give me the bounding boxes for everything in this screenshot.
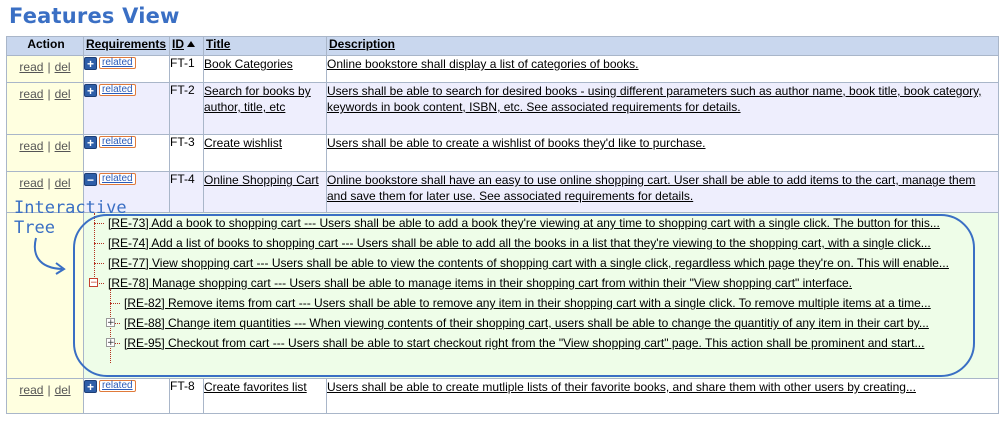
collapse-minus-icon[interactable]: − bbox=[84, 173, 97, 186]
title-link[interactable]: Create favorites list bbox=[204, 380, 307, 394]
related-requirements-tree bbox=[84, 213, 998, 377]
expand-plus-icon[interactable]: + bbox=[84, 136, 97, 149]
sort-link-id[interactable]: ID bbox=[172, 37, 184, 51]
column-header-title[interactable] bbox=[204, 37, 327, 56]
related-label[interactable]: related bbox=[99, 173, 136, 185]
annotation-line: Tree bbox=[14, 218, 55, 238]
tree-node bbox=[108, 274, 998, 294]
action-cell bbox=[7, 379, 84, 414]
tree-node-link[interactable]: [RE-82] Remove items from cart --- Users shall be able to remove any item in their shopping cart with a single click. To remove multiple items at a time... bbox=[124, 296, 931, 310]
description-link[interactable]: Online bookstore shall have an easy to use online shopping cart. User shall be able to add items to the cart, manage them and save them for later use. See associated requirements for details. bbox=[327, 173, 976, 203]
sort-ascending-icon bbox=[187, 41, 195, 47]
tree-node bbox=[108, 214, 998, 234]
related-toggle[interactable] bbox=[84, 135, 136, 149]
description-cell bbox=[327, 379, 999, 414]
title-cell bbox=[204, 172, 327, 213]
read-link[interactable]: read bbox=[19, 383, 44, 397]
tree-node bbox=[108, 234, 998, 254]
tree-connector-line bbox=[94, 243, 104, 244]
table-row bbox=[7, 56, 999, 83]
title-cell bbox=[204, 56, 327, 83]
title-cell bbox=[204, 83, 327, 135]
description-cell bbox=[327, 83, 999, 135]
description-link[interactable]: Users shall be able to search for desired books - using different parameters such as author name, book title, book category, keywords in book content, ISBN, etc. See associated requirements for details. bbox=[327, 84, 982, 114]
annotation-line: Interactive bbox=[14, 198, 127, 218]
action-cell bbox=[7, 135, 84, 172]
related-label[interactable]: related bbox=[99, 136, 136, 148]
tree-node-link[interactable]: [RE-77] View shopping cart --- Users shall be able to view the contents of shopping cart with a single click, regardless which page they're on. This will enable... bbox=[108, 256, 949, 270]
tree-node bbox=[108, 254, 998, 274]
expand-node-icon[interactable]: + bbox=[107, 318, 115, 328]
delete-link[interactable]: del bbox=[54, 87, 71, 101]
description-cell bbox=[327, 172, 999, 213]
table-row bbox=[7, 83, 999, 135]
collapse-node-icon[interactable]: − bbox=[90, 278, 98, 288]
tree-node-link[interactable]: [RE-74] Add a list of books to shopping cart --- Users shall be able to add all the books in a list that they're viewing to the shopping cart, with a single click... bbox=[108, 236, 931, 250]
table-row bbox=[7, 135, 999, 172]
related-requirements-tree-cell bbox=[84, 213, 999, 379]
action-separator: | bbox=[47, 139, 51, 153]
action-separator: | bbox=[47, 60, 51, 74]
related-toggle[interactable] bbox=[84, 379, 136, 393]
delete-link[interactable]: del bbox=[54, 176, 71, 190]
expand-plus-icon[interactable]: + bbox=[84, 380, 97, 393]
related-label[interactable]: related bbox=[99, 57, 136, 69]
features-table bbox=[6, 36, 999, 414]
tree-node bbox=[124, 334, 998, 354]
id-cell: FT-2 bbox=[170, 83, 204, 135]
tree-node-link[interactable]: [RE-88] Change item quantities --- When viewing contents of their shopping cart, users shall be able to change the quantitiy of any item in their cart by... bbox=[124, 316, 929, 330]
id-cell: FT-4 bbox=[170, 172, 204, 213]
tree-node-link[interactable]: [RE-73] Add a book to shopping cart --- Users shall be able to add a book they're viewing at any time to shopping cart with a single click. The button for this... bbox=[108, 216, 940, 230]
annotation-label bbox=[14, 198, 127, 238]
requirements-cell bbox=[84, 135, 170, 172]
action-separator: | bbox=[47, 176, 51, 190]
id-cell: FT-8 bbox=[170, 379, 204, 414]
title-cell bbox=[204, 379, 327, 414]
annotation-arrow-icon bbox=[28, 236, 72, 276]
title-link[interactable]: Create wishlist bbox=[204, 136, 283, 150]
action-separator: | bbox=[47, 87, 51, 101]
description-cell bbox=[327, 135, 999, 172]
delete-link[interactable]: del bbox=[54, 60, 71, 74]
action-separator: | bbox=[47, 383, 51, 397]
page-title: Features View bbox=[9, 4, 180, 28]
title-link[interactable]: Search for books by author, title, etc bbox=[204, 84, 311, 114]
tree-node bbox=[124, 294, 998, 314]
related-tree-row bbox=[7, 213, 999, 379]
sort-link-description[interactable]: Description bbox=[329, 37, 396, 51]
expand-plus-icon[interactable]: + bbox=[84, 84, 97, 97]
related-label[interactable]: related bbox=[99, 380, 136, 392]
description-cell bbox=[327, 56, 999, 83]
related-toggle[interactable] bbox=[84, 172, 136, 186]
sort-link-requirements[interactable]: Requirements bbox=[86, 37, 167, 51]
read-link[interactable]: read bbox=[19, 87, 44, 101]
action-cell bbox=[7, 56, 84, 83]
requirements-cell bbox=[84, 379, 170, 414]
tree-connector-line bbox=[110, 303, 120, 304]
id-cell: FT-3 bbox=[170, 135, 204, 172]
column-header-action: Action bbox=[7, 37, 84, 56]
column-header-id[interactable] bbox=[170, 37, 204, 56]
expand-node-icon[interactable]: + bbox=[107, 338, 115, 348]
description-link[interactable]: Online bookstore shall display a list of categories of books. bbox=[327, 57, 639, 71]
table-row bbox=[7, 379, 999, 414]
tree-connector-line bbox=[94, 263, 104, 264]
requirements-cell bbox=[84, 83, 170, 135]
related-toggle[interactable] bbox=[84, 56, 136, 70]
expand-plus-icon[interactable]: + bbox=[84, 57, 97, 70]
title-link[interactable]: Online Shopping Cart bbox=[204, 173, 319, 187]
title-cell bbox=[204, 135, 327, 172]
column-header-description[interactable] bbox=[327, 37, 999, 56]
table-header-row bbox=[7, 37, 999, 56]
description-link[interactable]: Users shall be able to create mutliple lists of their favorite books, and share them with other users by creating... bbox=[327, 380, 916, 394]
title-link[interactable]: Book Categories bbox=[204, 57, 293, 71]
id-cell: FT-1 bbox=[170, 56, 204, 83]
read-link[interactable]: read bbox=[19, 60, 44, 74]
tree-node bbox=[124, 314, 998, 334]
description-link[interactable]: Users shall be able to create a wishlist of books they'd like to purchase. bbox=[327, 136, 706, 150]
delete-link[interactable]: del bbox=[54, 139, 71, 153]
sort-link-title[interactable]: Title bbox=[206, 37, 231, 51]
requirements-cell bbox=[84, 56, 170, 83]
table-row bbox=[7, 172, 999, 213]
column-header-requirements[interactable] bbox=[84, 37, 170, 56]
read-link[interactable]: read bbox=[19, 176, 44, 190]
related-toggle[interactable] bbox=[84, 83, 136, 97]
action-cell bbox=[7, 83, 84, 135]
related-label[interactable]: related bbox=[99, 84, 136, 96]
tree-node-link[interactable]: [RE-78] Manage shopping cart --- Users shall be able to manage items in their shopping cart from within their "View shopping cart" interface. bbox=[108, 276, 852, 290]
delete-link[interactable]: del bbox=[54, 383, 71, 397]
read-link[interactable]: read bbox=[19, 139, 44, 153]
tree-node-link[interactable]: [RE-95] Checkout from cart --- Users shall be able to start checkout right from the "View shopping cart" page. This action shall be prominent and start... bbox=[124, 336, 925, 350]
